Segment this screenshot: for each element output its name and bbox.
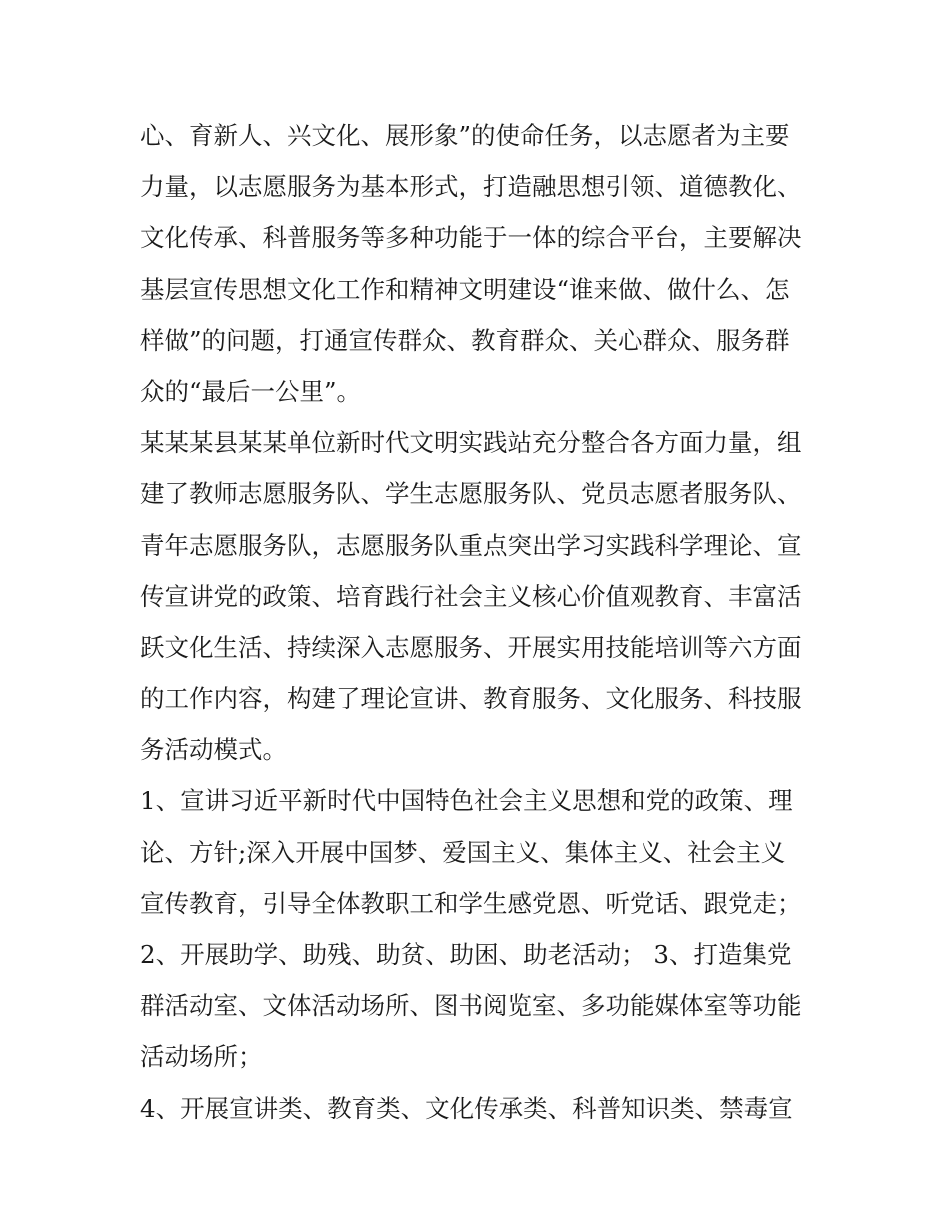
text-line: 群活动室、文体活动场所、图书阅览室、多功能媒体室等功能	[140, 991, 802, 1021]
text-line: 建了教师志愿服务队、学生志愿服务队、党员志愿者服务队、	[140, 479, 802, 509]
text-line: 传宣讲党的政策、培育践行社会主义核心价值观教育、丰富活	[140, 581, 802, 611]
text-line: 文化传承、科普服务等多种功能于一体的综合平台，主要解决	[140, 223, 802, 253]
text-line: 活动场所；	[140, 1042, 263, 1072]
text-line: 力量，以志愿服务为基本形式，打造融思想引领、道德教化、	[140, 172, 802, 202]
text-line: 的工作内容，构建了理论宣讲、教育服务、文化服务、科技服	[140, 684, 802, 714]
text-line: 宣传教育，引导全体教职工和学生感党恩、听党话、跟党走；	[140, 888, 802, 918]
text-line: 心、育新人、兴文化、展形象”的使命任务，以志愿者为主要	[140, 121, 790, 150]
list-item-1-line: 1、宣讲习近平新时代中国特色社会主义思想和党的政策、理	[140, 786, 793, 816]
text-line: 论、方针;深入开展中国梦、爱国主义、集体主义、社会主义	[140, 837, 786, 867]
text-line: 跃文化生活、持续深入志愿服务、开展实用技能培训等六方面	[140, 632, 802, 662]
text-line: 务活动模式。	[140, 735, 287, 765]
text-line: 某某某县某某单位新时代文明实践站充分整合各方面力量，组	[140, 428, 802, 458]
text-line: 青年志愿服务队，志愿服务队重点突出学习实践科学理论、宣	[140, 530, 802, 560]
text-line: 样做”的问题，打通宣传群众、教育群众、关心群众、服务群	[140, 325, 790, 355]
text-line: 基层宣传思想文化工作和精神文明建设“谁来做、做什么、怎	[140, 274, 790, 304]
list-item-2-line: 2、开展助学、助残、助贫、助困、助老活动； 3、打造集党	[140, 940, 792, 969]
list-item-4-line: 4、开展宣讲类、教育类、文化传承类、科普知识类、禁毒宣	[140, 1093, 793, 1123]
text-line: 众的“最后一公里”。	[140, 376, 362, 406]
document-body	[140, 110, 820, 1134]
